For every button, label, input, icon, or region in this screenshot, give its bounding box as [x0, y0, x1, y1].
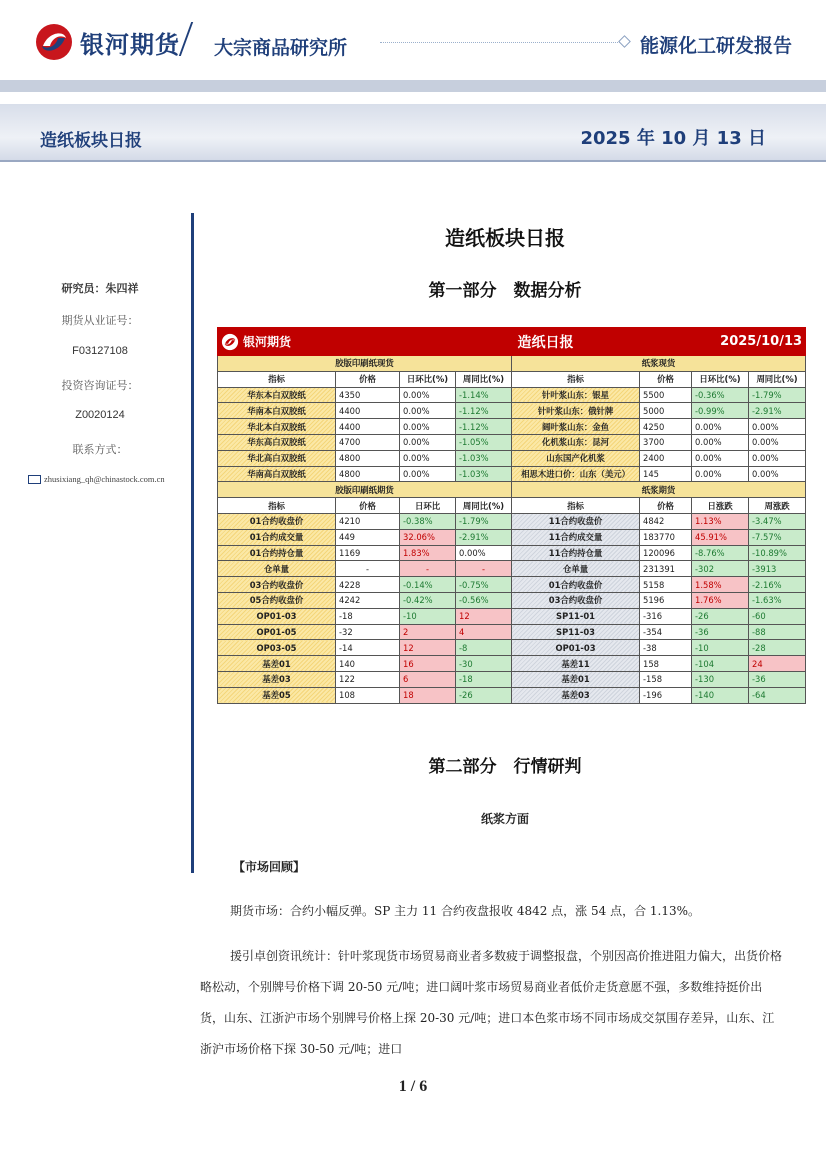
cert-number: F03127108: [72, 345, 128, 357]
paragraph-futures: 期货市场：合约小幅反弹。SP 主力 11 合约夜盘报收 4842 点，涨 54 点，合 1.13%。: [230, 904, 701, 918]
section-heading-part2: 第二部分 行情研判: [428, 757, 582, 777]
change-cell: 6: [400, 671, 456, 687]
row-label: OP01-03: [218, 608, 336, 624]
change-cell: 24: [749, 656, 806, 672]
change-cell: -3913: [749, 561, 806, 577]
change-cell: 0.00%: [692, 434, 749, 450]
column-header: 价格: [640, 498, 692, 514]
section-heading-part1: 第一部分 数据分析: [428, 281, 582, 301]
change-cell: -26: [456, 687, 512, 703]
column-header: 价格: [640, 371, 692, 387]
email-text[interactable]: zhusixiang_qh@chinastock.com.cn: [44, 474, 165, 484]
change-cell: -: [400, 561, 456, 577]
row-label: 01合约收盘价: [512, 577, 640, 593]
row-label: 基差05: [218, 687, 336, 703]
column-header: 日涨跌: [692, 498, 749, 514]
column-header: 价格: [336, 498, 400, 514]
change-cell: 0.00%: [692, 466, 749, 482]
row-label: 基差03: [512, 687, 640, 703]
change-cell: -30: [456, 656, 512, 672]
change-cell: -3.47%: [749, 513, 806, 529]
price-cell: 4800: [336, 450, 400, 466]
change-cell: -36: [692, 624, 749, 640]
galaxy-logo-icon: [221, 333, 239, 351]
change-cell: -36: [749, 671, 806, 687]
price-cell: 1169: [336, 545, 400, 561]
row-label: SP11-01: [512, 608, 640, 624]
price-cell: 449: [336, 529, 400, 545]
section-label: 胶版印刷纸现货: [218, 356, 512, 372]
change-cell: 0.00%: [749, 434, 806, 450]
change-cell: 0.00%: [400, 434, 456, 450]
price-cell: -38: [640, 640, 692, 656]
header-stripe: [0, 80, 826, 92]
column-header: 日环比(%): [400, 371, 456, 387]
row-label: 基差01: [218, 656, 336, 672]
change-cell: 0.00%: [400, 419, 456, 435]
row-label: 针叶浆山东：银星: [512, 387, 640, 403]
cert-label: 期货从业证号：: [61, 314, 139, 327]
row-label: OP01-03: [512, 640, 640, 656]
change-cell: -28: [749, 640, 806, 656]
change-cell: -1.14%: [456, 387, 512, 403]
table-logo-text: 银河期货: [243, 335, 292, 349]
change-cell: 18: [400, 687, 456, 703]
price-cell: 4842: [640, 513, 692, 529]
row-label: 山东国产化机浆: [512, 450, 640, 466]
section-label: 胶版印刷纸期货: [218, 482, 512, 498]
column-header: 周同比(%): [456, 371, 512, 387]
market-review-heading: 【市场回顾】: [233, 860, 306, 874]
table-row: [218, 513, 806, 529]
table-row: [218, 434, 806, 450]
price-cell: 108: [336, 687, 400, 703]
price-cell: 4242: [336, 592, 400, 608]
row-label: 仓单量: [218, 561, 336, 577]
change-cell: -1.05%: [456, 434, 512, 450]
change-cell: 0.00%: [749, 450, 806, 466]
mail-icon: [28, 475, 41, 484]
change-cell: -0.14%: [400, 577, 456, 593]
column-header: 周同比(%): [456, 498, 512, 514]
table-row: [218, 640, 806, 656]
change-cell: 1.76%: [692, 592, 749, 608]
change-cell: -1.12%: [456, 403, 512, 419]
change-cell: 0.00%: [749, 419, 806, 435]
change-cell: 0.00%: [400, 387, 456, 403]
change-cell: 1.83%: [400, 545, 456, 561]
row-label: 03合约收盘价: [512, 592, 640, 608]
table-row: [218, 608, 806, 624]
contact-label: 联系方式：: [72, 443, 128, 456]
table-header-row: [218, 328, 806, 356]
row-label: 01合约持仓量: [218, 545, 336, 561]
change-cell: -0.56%: [456, 592, 512, 608]
change-cell: 32.06%: [400, 529, 456, 545]
price-cell: -354: [640, 624, 692, 640]
change-cell: -26: [692, 608, 749, 624]
table-row: [218, 419, 806, 435]
row-label: 基差03: [218, 671, 336, 687]
row-label: 华南高白双胶纸: [218, 466, 336, 482]
column-header: 指标: [512, 371, 640, 387]
table-row: [218, 656, 806, 672]
table-date: 2025/10/13: [692, 328, 806, 356]
analyst-name: 研究员：朱四祥: [61, 282, 139, 295]
header-dotted-line: [380, 42, 620, 43]
section-label: 纸浆期货: [512, 482, 806, 498]
change-cell: -0.38%: [400, 513, 456, 529]
table-row: [218, 671, 806, 687]
table-row: [218, 450, 806, 466]
company-logo: [34, 22, 180, 62]
row-label: 华北本白双胶纸: [218, 419, 336, 435]
price-cell: 145: [640, 466, 692, 482]
change-cell: 1.13%: [692, 513, 749, 529]
price-cell: 4800: [336, 466, 400, 482]
row-label: 11合约收盘价: [512, 513, 640, 529]
change-cell: 0.00%: [400, 450, 456, 466]
price-cell: 5500: [640, 387, 692, 403]
price-cell: 4228: [336, 577, 400, 593]
change-cell: -140: [692, 687, 749, 703]
change-cell: 0.00%: [749, 466, 806, 482]
row-label: OP03-05: [218, 640, 336, 656]
column-header: 周同比(%): [749, 371, 806, 387]
banner-date: 2025 年 10 月 13 日: [580, 128, 766, 149]
column-header-row: [218, 371, 806, 387]
paragraph-spot: 援引卓创资讯统计：针叶浆现货市场贸易商业者多数疲于调整报盘，个别因高价推进阻力偏大，出货价格略松动，个别牌号价格下调 20-50 元/吨；进口阔叶浆市场贸易商业者低价走货意愿不强，多数维持挺价出货，山东、江浙沪市场个别牌号价格上探 20-30 元/吨；进口本色浆市场不同市场成交氛围存差异，山东、江浙沪市场价格下探 30-50 元/吨；进口: [200, 949, 783, 1056]
price-cell: 5000: [640, 403, 692, 419]
section-label: 纸浆现货: [512, 356, 806, 372]
change-cell: -10: [692, 640, 749, 656]
company-name: 银河期货: [80, 30, 180, 59]
table-logo-cell: [218, 328, 400, 356]
change-cell: 0.00%: [400, 466, 456, 482]
price-cell: -196: [640, 687, 692, 703]
change-cell: -1.03%: [456, 450, 512, 466]
change-cell: 0.00%: [400, 403, 456, 419]
change-cell: 0.00%: [692, 450, 749, 466]
table-title: 造纸日报: [400, 328, 692, 356]
table-row: [218, 466, 806, 482]
change-cell: -0.99%: [692, 403, 749, 419]
change-cell: -1.79%: [749, 387, 806, 403]
change-cell: -60: [749, 608, 806, 624]
row-label: 基差01: [512, 671, 640, 687]
table-row: [218, 592, 806, 608]
row-label: 相思木进口价：山东（美元）: [512, 466, 640, 482]
column-header: 价格: [336, 371, 400, 387]
change-cell: -0.36%: [692, 387, 749, 403]
row-label: 05合约收盘价: [218, 592, 336, 608]
row-label: 阔叶浆山东：金鱼: [512, 419, 640, 435]
change-cell: -18: [456, 671, 512, 687]
row-label: 基差11: [512, 656, 640, 672]
change-cell: -0.42%: [400, 592, 456, 608]
page-number: 1 / 6: [398, 1078, 428, 1095]
price-cell: -14: [336, 640, 400, 656]
change-cell: -104: [692, 656, 749, 672]
change-cell: -7.57%: [749, 529, 806, 545]
price-cell: 158: [640, 656, 692, 672]
change-cell: -1.79%: [456, 513, 512, 529]
change-cell: -10: [400, 608, 456, 624]
table-row: [218, 529, 806, 545]
table-row: [218, 403, 806, 419]
price-cell: 120096: [640, 545, 692, 561]
row-label: 01合约收盘价: [218, 513, 336, 529]
table-row: [218, 624, 806, 640]
change-cell: 0.00%: [456, 545, 512, 561]
change-cell: -64: [749, 687, 806, 703]
change-cell: 4: [456, 624, 512, 640]
row-label: 针叶浆山东：俄针牌: [512, 403, 640, 419]
row-label: 化机浆山东：昆河: [512, 434, 640, 450]
row-label: 03合约收盘价: [218, 577, 336, 593]
price-cell: 4250: [640, 419, 692, 435]
table-row: [218, 545, 806, 561]
change-cell: -8.76%: [692, 545, 749, 561]
change-cell: 12: [456, 608, 512, 624]
banner-title: 造纸板块日报: [40, 131, 142, 151]
row-label: 仓单量: [512, 561, 640, 577]
price-cell: -158: [640, 671, 692, 687]
price-cell: -32: [336, 624, 400, 640]
row-label: 11合约持仓量: [512, 545, 640, 561]
change-cell: -88: [749, 624, 806, 640]
column-header-row: [218, 498, 806, 514]
price-cell: 3700: [640, 434, 692, 450]
price-cell: 4700: [336, 434, 400, 450]
change-cell: 45.91%: [692, 529, 749, 545]
row-label: 11合约成交量: [512, 529, 640, 545]
change-cell: 1.58%: [692, 577, 749, 593]
price-cell: -18: [336, 608, 400, 624]
change-cell: 0.00%: [692, 419, 749, 435]
row-label: 华东高白双胶纸: [218, 434, 336, 450]
change-cell: -302: [692, 561, 749, 577]
row-label: 01合约成交量: [218, 529, 336, 545]
column-header: 周涨跌: [749, 498, 806, 514]
document-title: 造纸板块日报: [445, 226, 565, 250]
change-cell: -10.89%: [749, 545, 806, 561]
change-cell: -1.03%: [456, 466, 512, 482]
column-header: 日环比: [400, 498, 456, 514]
section-row: [218, 356, 806, 372]
sidebar-rule: [191, 213, 194, 873]
change-cell: -2.16%: [749, 577, 806, 593]
price-cell: 122: [336, 671, 400, 687]
price-cell: 4350: [336, 387, 400, 403]
change-cell: -2.91%: [456, 529, 512, 545]
column-header: 指标: [218, 498, 336, 514]
table-row: [218, 561, 806, 577]
change-cell: 2: [400, 624, 456, 640]
institute-name: 大宗商品研究所: [214, 37, 348, 59]
table-row: [218, 387, 806, 403]
change-cell: -8: [456, 640, 512, 656]
price-cell: 2400: [640, 450, 692, 466]
price-cell: 4400: [336, 419, 400, 435]
change-cell: 12: [400, 640, 456, 656]
change-cell: 16: [400, 656, 456, 672]
consult-number: Z0020124: [75, 409, 125, 421]
change-cell: -1.63%: [749, 592, 806, 608]
paper-daily-table: [217, 327, 806, 704]
price-cell: 5196: [640, 592, 692, 608]
change-cell: -2.91%: [749, 403, 806, 419]
row-label: OP01-05: [218, 624, 336, 640]
column-header: 日环比(%): [692, 371, 749, 387]
pulp-subheading: 纸浆方面: [480, 812, 529, 826]
price-cell: 231391: [640, 561, 692, 577]
row-label: 华南本白双胶纸: [218, 403, 336, 419]
price-cell: -316: [640, 608, 692, 624]
column-header: 指标: [512, 498, 640, 514]
row-label: SP11-03: [512, 624, 640, 640]
contact-email[interactable]: [28, 474, 188, 484]
report-type: 能源化工研发报告: [639, 35, 792, 57]
change-cell: -1.12%: [456, 419, 512, 435]
row-label: 华东本白双胶纸: [218, 387, 336, 403]
consult-label: 投资咨询证号：: [61, 379, 139, 392]
table-row: [218, 577, 806, 593]
price-cell: 5158: [640, 577, 692, 593]
change-cell: -130: [692, 671, 749, 687]
price-cell: 4400: [336, 403, 400, 419]
price-cell: -: [336, 561, 400, 577]
section-row: [218, 482, 806, 498]
galaxy-logo-icon: [34, 22, 74, 62]
change-cell: -0.75%: [456, 577, 512, 593]
row-label: 华北高白双胶纸: [218, 450, 336, 466]
price-cell: 140: [336, 656, 400, 672]
price-cell: 183770: [640, 529, 692, 545]
banner-underline: [0, 160, 826, 162]
price-cell: 4210: [336, 513, 400, 529]
column-header: 指标: [218, 371, 336, 387]
table-row: [218, 687, 806, 703]
change-cell: -: [456, 561, 512, 577]
